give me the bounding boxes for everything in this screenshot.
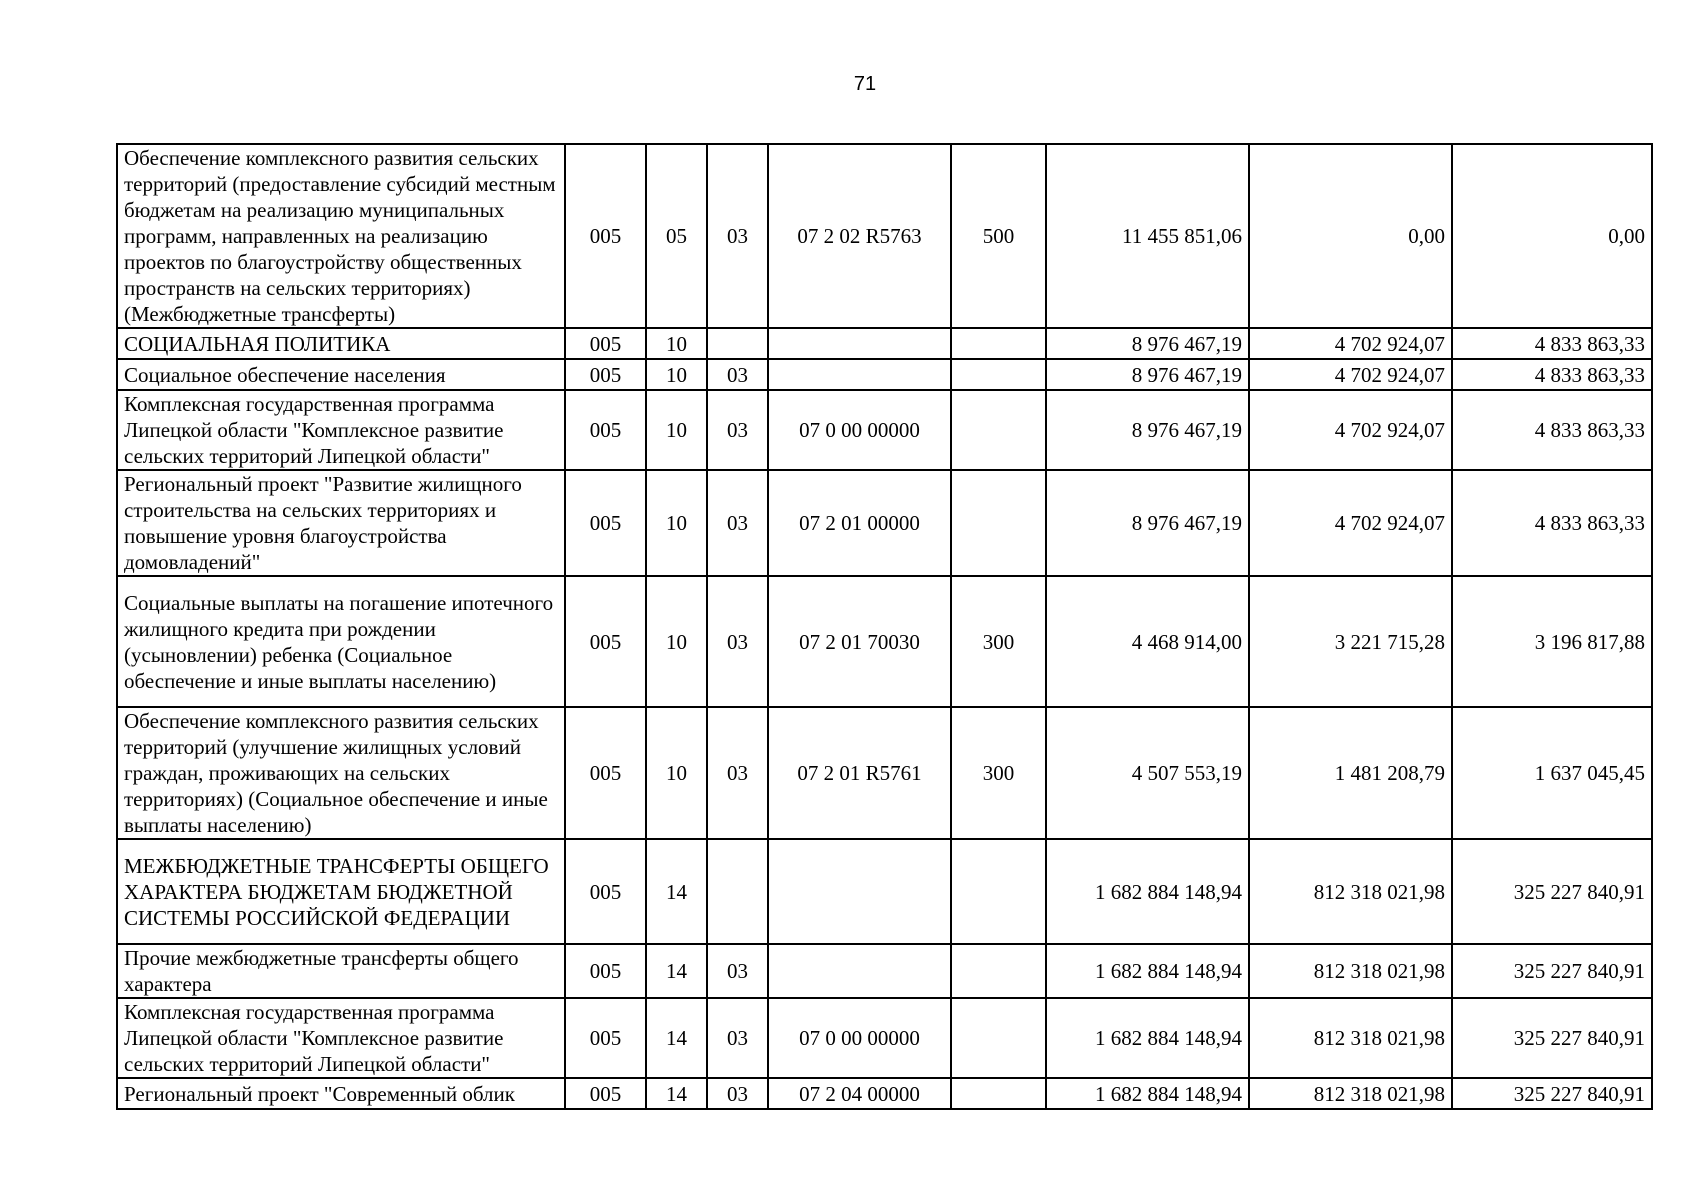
- cell-gr: 005: [565, 359, 646, 390]
- table-row: [117, 576, 1652, 707]
- table-row: [117, 470, 1652, 576]
- cell-sum-1: 4 507 553,19: [1046, 707, 1249, 839]
- cell-rz: 14: [646, 998, 707, 1078]
- cell-vr: [951, 1078, 1046, 1109]
- cell-csr: [768, 839, 951, 944]
- cell-csr: 07 2 01 00000: [768, 470, 951, 576]
- cell-gr: 005: [565, 328, 646, 359]
- row-name: Прочие межбюджетные трансферты общего характера: [117, 944, 565, 998]
- cell-csr: 07 2 01 70030: [768, 576, 951, 707]
- cell-sum-1: 8 976 467,19: [1046, 359, 1249, 390]
- cell-rz: 10: [646, 576, 707, 707]
- cell-sum-3: 4 833 863,33: [1452, 390, 1652, 470]
- cell-sum-3: 325 227 840,91: [1452, 1078, 1652, 1109]
- cell-vr: [951, 328, 1046, 359]
- table-row: [117, 144, 1652, 328]
- cell-vr: [951, 390, 1046, 470]
- table-row: [117, 328, 1652, 359]
- cell-sum-2: 1 481 208,79: [1249, 707, 1452, 839]
- cell-rz: 05: [646, 144, 707, 328]
- cell-rz: 14: [646, 839, 707, 944]
- cell-vr: 300: [951, 707, 1046, 839]
- cell-csr: 07 2 04 00000: [768, 1078, 951, 1109]
- table-row: [117, 998, 1652, 1078]
- cell-sum-2: 812 318 021,98: [1249, 839, 1452, 944]
- cell-sum-2: 0,00: [1249, 144, 1452, 328]
- cell-pr: 03: [707, 144, 768, 328]
- cell-sum-3: 0,00: [1452, 144, 1652, 328]
- cell-sum-3: 325 227 840,91: [1452, 998, 1652, 1078]
- cell-gr: 005: [565, 470, 646, 576]
- cell-gr: 005: [565, 944, 646, 998]
- row-name: Обеспечение комплексного развития сельских территорий (улучшение жилищных условий граждан, проживающих на сельских территориях) (Социальное обеспечение и иные выплаты населению): [117, 707, 565, 839]
- cell-sum-3: 1 637 045,45: [1452, 707, 1652, 839]
- cell-pr: 03: [707, 390, 768, 470]
- cell-sum-2: 3 221 715,28: [1249, 576, 1452, 707]
- cell-vr: [951, 359, 1046, 390]
- cell-csr: 07 2 02 R5763: [768, 144, 951, 328]
- row-name: Социальные выплаты на погашение ипотечного жилищного кредита при рождении (усыновлении) ребенка (Социальное обеспечение и иные выплаты населению): [117, 576, 565, 707]
- cell-pr: 03: [707, 576, 768, 707]
- cell-sum-2: 812 318 021,98: [1249, 998, 1452, 1078]
- cell-sum-1: 8 976 467,19: [1046, 470, 1249, 576]
- table-row: [117, 1078, 1652, 1109]
- cell-sum-1: 1 682 884 148,94: [1046, 1078, 1249, 1109]
- cell-sum-3: 325 227 840,91: [1452, 839, 1652, 944]
- cell-pr: 03: [707, 359, 768, 390]
- row-name: Комплексная государственная программа Липецкой области "Комплексное развитие сельских территорий Липецкой области": [117, 998, 565, 1078]
- cell-sum-1: 1 682 884 148,94: [1046, 998, 1249, 1078]
- cell-sum-1: 8 976 467,19: [1046, 390, 1249, 470]
- cell-gr: 005: [565, 144, 646, 328]
- table-row: [117, 707, 1652, 839]
- row-name: Региональный проект "Развитие жилищного строительства на сельских территориях и повышение уровня благоустройства домовладений": [117, 470, 565, 576]
- cell-pr: 03: [707, 707, 768, 839]
- row-name: Обеспечение комплексного развития сельских территорий (предоставление субсидий местным бюджетам на реализацию муниципальных программ, направленных на реализацию проектов по благоустройству общественных пространств на сельских территориях) (Межбюджетные трансферты): [117, 144, 565, 328]
- cell-vr: [951, 944, 1046, 998]
- cell-pr: 03: [707, 944, 768, 998]
- table-row: [117, 944, 1652, 998]
- cell-gr: 005: [565, 1078, 646, 1109]
- cell-vr: [951, 470, 1046, 576]
- budget-table: [116, 143, 1653, 1110]
- cell-pr: 03: [707, 998, 768, 1078]
- cell-csr: [768, 359, 951, 390]
- cell-sum-3: 325 227 840,91: [1452, 944, 1652, 998]
- cell-csr: 07 0 00 00000: [768, 998, 951, 1078]
- cell-gr: 005: [565, 998, 646, 1078]
- row-name: СОЦИАЛЬНАЯ ПОЛИТИКА: [117, 328, 565, 359]
- table-row: [117, 390, 1652, 470]
- cell-sum-3: 4 833 863,33: [1452, 470, 1652, 576]
- cell-sum-2: 4 702 924,07: [1249, 390, 1452, 470]
- cell-gr: 005: [565, 390, 646, 470]
- cell-sum-3: 4 833 863,33: [1452, 359, 1652, 390]
- cell-rz: 10: [646, 470, 707, 576]
- cell-sum-1: 8 976 467,19: [1046, 328, 1249, 359]
- cell-sum-2: 812 318 021,98: [1249, 944, 1452, 998]
- cell-rz: 10: [646, 359, 707, 390]
- cell-csr: 07 2 01 R5761: [768, 707, 951, 839]
- cell-csr: 07 0 00 00000: [768, 390, 951, 470]
- cell-rz: 10: [646, 328, 707, 359]
- cell-sum-3: 4 833 863,33: [1452, 328, 1652, 359]
- cell-vr: 300: [951, 576, 1046, 707]
- row-name: Региональный проект "Современный облик: [117, 1078, 565, 1109]
- table-row: [117, 359, 1652, 390]
- cell-sum-2: 4 702 924,07: [1249, 470, 1452, 576]
- page-number: 71: [853, 73, 877, 95]
- cell-gr: 005: [565, 707, 646, 839]
- cell-rz: 14: [646, 1078, 707, 1109]
- cell-sum-1: 1 682 884 148,94: [1046, 944, 1249, 998]
- cell-gr: 005: [565, 839, 646, 944]
- cell-vr: 500: [951, 144, 1046, 328]
- cell-sum-2: 4 702 924,07: [1249, 328, 1452, 359]
- cell-rz: 10: [646, 707, 707, 839]
- table-row: [117, 839, 1652, 944]
- cell-csr: [768, 944, 951, 998]
- cell-pr: [707, 328, 768, 359]
- cell-sum-2: 4 702 924,07: [1249, 359, 1452, 390]
- cell-csr: [768, 328, 951, 359]
- cell-rz: 14: [646, 944, 707, 998]
- cell-sum-1: 4 468 914,00: [1046, 576, 1249, 707]
- cell-sum-1: 1 682 884 148,94: [1046, 839, 1249, 944]
- cell-gr: 005: [565, 576, 646, 707]
- cell-pr: 03: [707, 1078, 768, 1109]
- row-name: Социальное обеспечение населения: [117, 359, 565, 390]
- row-name: МЕЖБЮДЖЕТНЫЕ ТРАНСФЕРТЫ ОБЩЕГО ХАРАКТЕРА БЮДЖЕТАМ БЮДЖЕТНОЙ СИСТЕМЫ РОССИЙСКОЙ ФЕДЕРАЦИИ: [117, 839, 565, 944]
- cell-pr: [707, 839, 768, 944]
- cell-sum-3: 3 196 817,88: [1452, 576, 1652, 707]
- cell-vr: [951, 998, 1046, 1078]
- cell-vr: [951, 839, 1046, 944]
- cell-sum-1: 11 455 851,06: [1046, 144, 1249, 328]
- cell-sum-2: 812 318 021,98: [1249, 1078, 1452, 1109]
- cell-pr: 03: [707, 470, 768, 576]
- cell-rz: 10: [646, 390, 707, 470]
- row-name: Комплексная государственная программа Липецкой области "Комплексное развитие сельских территорий Липецкой области": [117, 390, 565, 470]
